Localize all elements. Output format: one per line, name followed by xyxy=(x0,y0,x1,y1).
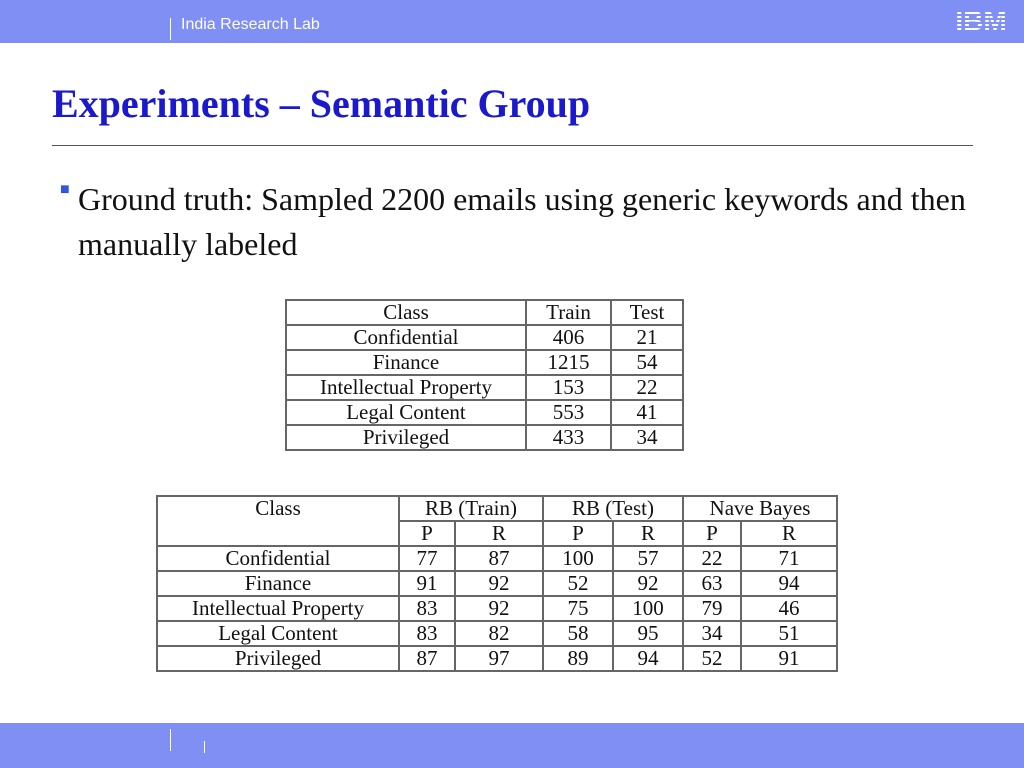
value-cell: 63 xyxy=(683,571,741,596)
class-cell: Intellectual Property xyxy=(286,375,526,400)
value-cell: 92 xyxy=(613,571,683,596)
table-row xyxy=(157,546,837,571)
value-cell: 75 xyxy=(543,596,613,621)
footer-divider-small xyxy=(204,741,205,753)
group-header-naive-bayes: Nave Bayes xyxy=(683,496,837,521)
value-cell: 34 xyxy=(683,621,741,646)
ibm-logo-text: IBM xyxy=(955,5,1007,36)
value-cell: 51 xyxy=(741,621,837,646)
value-cell: 83 xyxy=(399,596,455,621)
subheader-p: P xyxy=(399,521,455,546)
bullet-text: Ground truth: Sampled 2200 emails using generic keywords and then manually labeled xyxy=(78,181,966,262)
class-cell: Privileged xyxy=(157,646,399,671)
col-header-test: Test xyxy=(611,300,683,325)
value-cell: 92 xyxy=(455,596,543,621)
value-cell: 22 xyxy=(683,546,741,571)
header-divider xyxy=(170,18,171,40)
value-cell: 83 xyxy=(399,621,455,646)
test-cell: 34 xyxy=(611,425,683,450)
class-cell: Finance xyxy=(286,350,526,375)
table-row xyxy=(286,375,683,400)
class-count-table xyxy=(285,299,684,451)
table-row xyxy=(157,596,837,621)
value-cell: 82 xyxy=(455,621,543,646)
value-cell: 91 xyxy=(741,646,837,671)
value-cell: 58 xyxy=(543,621,613,646)
col-header-train: Train xyxy=(526,300,611,325)
value-cell: 100 xyxy=(613,596,683,621)
train-cell: 433 xyxy=(526,425,611,450)
train-cell: 406 xyxy=(526,325,611,350)
table-row xyxy=(286,350,683,375)
table-row xyxy=(157,621,837,646)
test-cell: 21 xyxy=(611,325,683,350)
value-cell: 95 xyxy=(613,621,683,646)
group-header-rb-test: RB (Test) xyxy=(543,496,683,521)
col-header-class: Class xyxy=(157,496,399,546)
train-cell: 1215 xyxy=(526,350,611,375)
value-cell: 46 xyxy=(741,596,837,621)
lab-name: India Research Lab xyxy=(181,16,320,33)
test-cell: 41 xyxy=(611,400,683,425)
value-cell: 97 xyxy=(455,646,543,671)
col-header-class: Class xyxy=(286,300,526,325)
subheader-p: P xyxy=(683,521,741,546)
bottom-bar xyxy=(0,723,1024,768)
value-cell: 77 xyxy=(399,546,455,571)
square-bullet-icon: ■ xyxy=(60,181,70,198)
class-cell: Legal Content xyxy=(286,400,526,425)
title-rule xyxy=(52,145,973,146)
table-header-row xyxy=(286,300,683,325)
value-cell: 71 xyxy=(741,546,837,571)
value-cell: 100 xyxy=(543,546,613,571)
class-cell: Confidential xyxy=(286,325,526,350)
class-cell: Intellectual Property xyxy=(157,596,399,621)
train-cell: 153 xyxy=(526,375,611,400)
class-cell: Privileged xyxy=(286,425,526,450)
slide-title: Experiments – Semantic Group xyxy=(52,81,591,126)
subheader-r: R xyxy=(741,521,837,546)
top-bar xyxy=(0,0,1024,43)
table-row xyxy=(286,400,683,425)
test-cell: 54 xyxy=(611,350,683,375)
value-cell: 52 xyxy=(683,646,741,671)
class-cell: Legal Content xyxy=(157,621,399,646)
footer-divider xyxy=(170,729,171,751)
subheader-r: R xyxy=(455,521,543,546)
train-cell: 553 xyxy=(526,400,611,425)
table-group-header-row xyxy=(157,496,837,521)
value-cell: 89 xyxy=(543,646,613,671)
table-row xyxy=(286,325,683,350)
subheader-p: P xyxy=(543,521,613,546)
ibm-logo xyxy=(948,4,1014,36)
value-cell: 79 xyxy=(683,596,741,621)
table-row xyxy=(157,646,837,671)
table-row xyxy=(286,425,683,450)
value-cell: 57 xyxy=(613,546,683,571)
value-cell: 87 xyxy=(399,646,455,671)
value-cell: 52 xyxy=(543,571,613,596)
value-cell: 94 xyxy=(613,646,683,671)
value-cell: 91 xyxy=(399,571,455,596)
value-cell: 94 xyxy=(741,571,837,596)
value-cell: 87 xyxy=(455,546,543,571)
class-cell: Confidential xyxy=(157,546,399,571)
group-header-rb-train: RB (Train) xyxy=(399,496,543,521)
precision-recall-table xyxy=(156,495,838,672)
test-cell: 22 xyxy=(611,375,683,400)
value-cell: 92 xyxy=(455,571,543,596)
class-cell: Finance xyxy=(157,571,399,596)
table-row xyxy=(157,571,837,596)
subheader-r: R xyxy=(613,521,683,546)
